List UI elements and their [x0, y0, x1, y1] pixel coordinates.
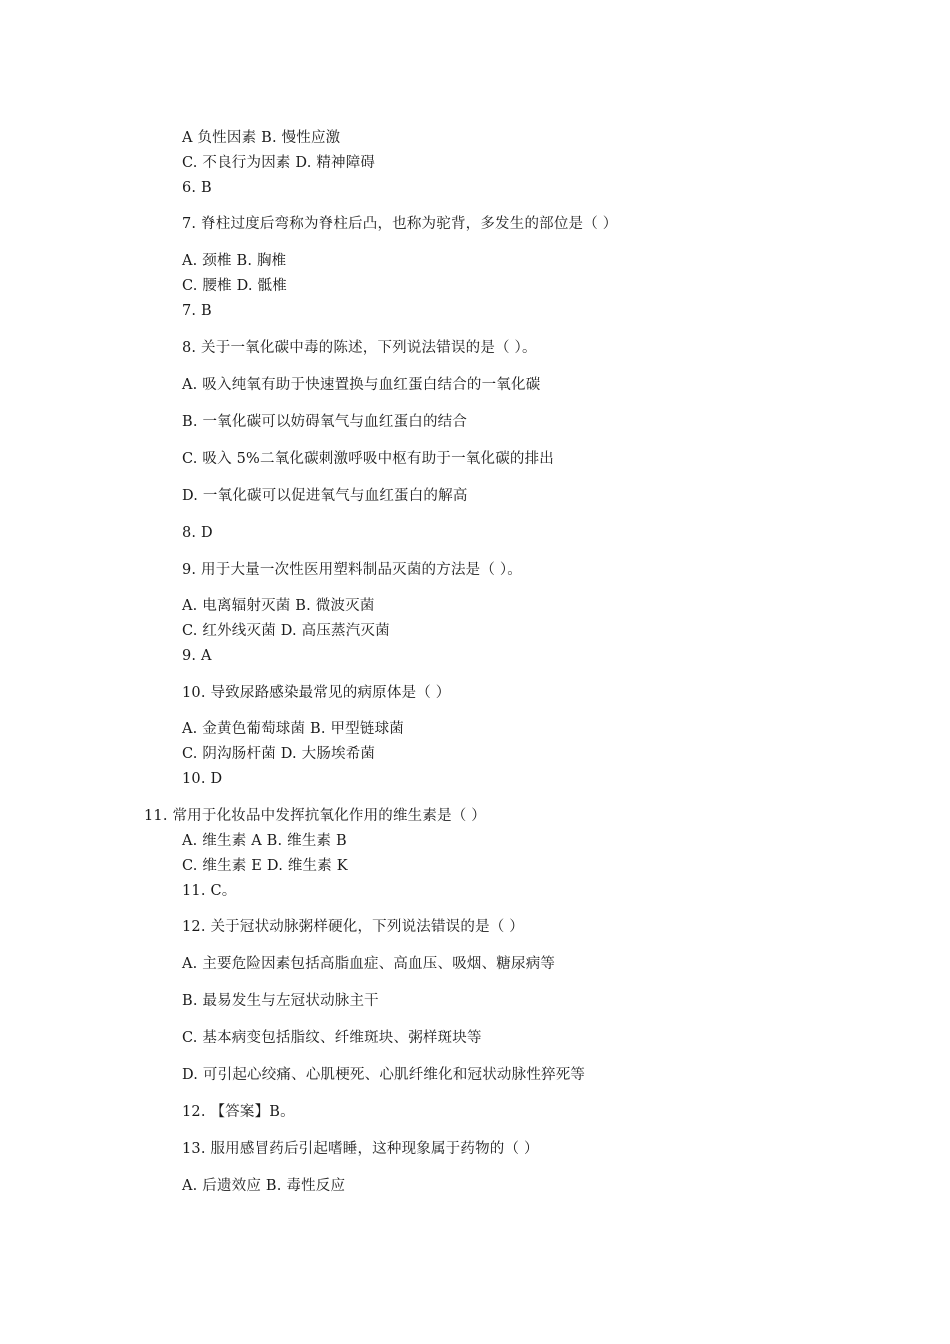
- q6-answer: 6. B: [182, 180, 212, 196]
- q8-answer: 8. D: [182, 525, 213, 541]
- q12-answer: 12. 【答案】B。: [182, 1104, 295, 1120]
- q9-options-ab: A. 电离辐射灭菌 B. 微波灭菌: [182, 598, 375, 614]
- q12-option-c: C. 基本病变包括脂纹、纤维斑块、粥样斑块等: [182, 1030, 482, 1046]
- q9-options-cd: C. 红外线灭菌 D. 高压蒸汽灭菌: [182, 623, 390, 639]
- q11-options-ab: A. 维生素 A B. 维生素 B: [182, 833, 347, 849]
- q13-question: 13. 服用感冒药后引起嗜睡，这种现象属于药物的（ ）: [182, 1141, 539, 1157]
- q10-options-cd: C. 阴沟肠杆菌 D. 大肠埃希菌: [182, 746, 376, 762]
- q11-options-cd: C. 维生素 E D. 维生素 K: [182, 858, 348, 874]
- q8-option-d: D. 一氧化碳可以促进氧气与血红蛋白的解高: [182, 488, 468, 504]
- q7-options-ab: A. 颈椎 B. 胸椎: [182, 253, 287, 269]
- q9-question: 9. 用于大量一次性医用塑料制品灭菌的方法是（ ）。: [182, 562, 523, 578]
- q10-question: 10. 导致尿路感染最常见的病原体是（ ）: [182, 685, 451, 701]
- q8-question: 8. 关于一氧化碳中毒的陈述，下列说法错误的是（ ）。: [182, 340, 537, 356]
- q10-options-ab: A. 金黄色葡萄球菌 B. 甲型链球菌: [182, 721, 404, 737]
- q13-options-ab: A. 后遗效应 B. 毒性反应: [182, 1178, 346, 1194]
- q7-options-cd: C. 腰椎 D. 骶椎: [182, 278, 287, 294]
- q12-option-a: A. 主要危险因素包括高脂血症、高血压、吸烟、糖尿病等: [182, 956, 556, 972]
- q7-answer: 7. B: [182, 303, 212, 319]
- q10-answer: 10. D: [182, 771, 223, 787]
- q12-option-d: D. 可引起心绞痛、心肌梗死、心肌纤维化和冠状动脉性猝死等: [182, 1067, 586, 1083]
- q12-option-b: B. 最易发生与左冠状动脉主干: [182, 993, 379, 1009]
- q6-options-ab: A 负性因素 B. 慢性应激: [182, 130, 341, 146]
- q8-option-a: A. 吸入纯氧有助于快速置换与血红蛋白结合的一氧化碳: [182, 377, 541, 393]
- q11-answer: 11. C。: [182, 883, 237, 899]
- q8-option-b: B. 一氧化碳可以妨碍氧气与血红蛋白的结合: [182, 414, 468, 430]
- q12-question: 12. 关于冠状动脉粥样硬化，下列说法错误的是（ ）: [182, 919, 524, 935]
- q11-question: 11. 常用于化妆品中发挥抗氧化作用的维生素是（ ）: [144, 808, 486, 824]
- q9-answer: 9. A: [182, 648, 212, 664]
- q7-question: 7. 脊柱过度后弯称为脊柱后凸，也称为驼背，多发生的部位是（ ）: [182, 216, 618, 232]
- q6-options-cd: C. 不良行为因素 D. 精神障碍: [182, 155, 376, 171]
- q8-option-c: C. 吸入 5%二氧化碳刺激呼吸中枢有助于一氧化碳的排出: [182, 451, 555, 467]
